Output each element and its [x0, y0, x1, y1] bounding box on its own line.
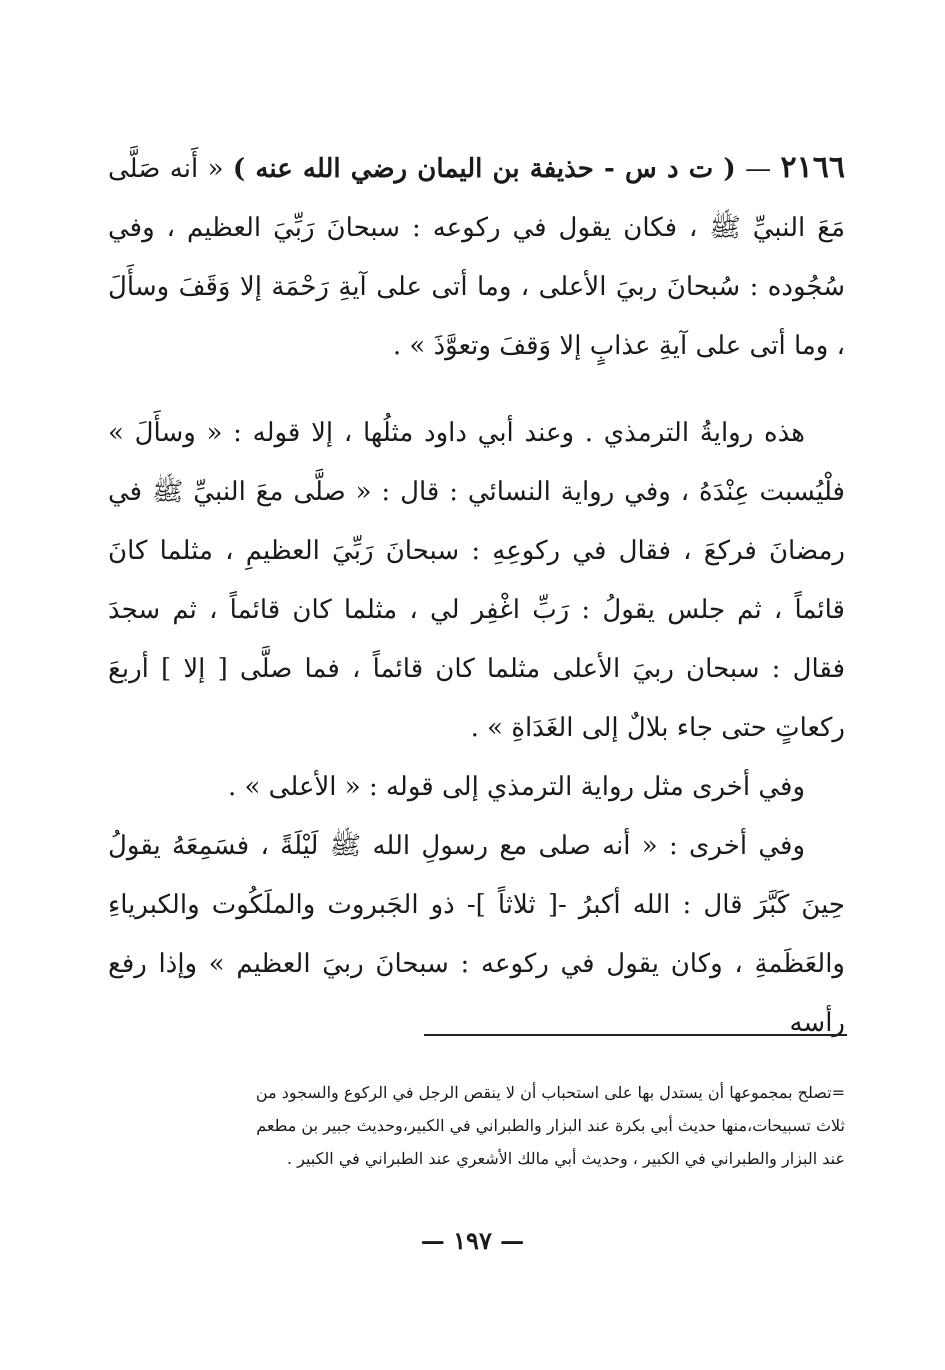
hadith-paragraph	[108, 138, 845, 376]
hadith-number: ٢١٦٦	[780, 150, 845, 185]
footnote	[110, 1076, 845, 1175]
commentary-paragraph: وفي أخرى مثل رواية الترمذي إلى قوله : « الأعلى » .	[227, 772, 805, 802]
hadith-narrator: ( ت د س - حذيفة بن اليمان رضي الله عنه )	[232, 154, 736, 184]
hadith-text: « أَنه صَلَّى مَعَ النبيِّ ﷺ ، فكان يقول في ركوعه : سبحانَ رَبِّيَ العظيم ، وفي سُجُوده : سُبحانَ ربيَ الأعلى ، وما أتى على آيةِ رَحْمَة إلا وَقَفَ وسأَلَ ، وما أتى على آيةِ عذابٍ إلا وَقفَ وتعوَّذَ » .	[108, 154, 845, 361]
footnote-line: ثلاث تسبيحات،منها حديث أبي بكرة عند البزار والطبراني في الكبير،وحديث جبير بن مطعم	[256, 1116, 845, 1135]
main-text	[108, 138, 845, 1053]
commentary-paragraph: هذه روايةُ الترمذي . وعند أبي داود مثلُها ، إلا قوله : « وسأَلَ » فلْيُسبت عِنْدَهُ ، وفي رواية النسائي : قال : « صلَّى معَ النبيِّ ﷺ في رمضانَ فركعَ ، فقال في ركوعِهِ : سبحانَ رَبِّيَ العظيمِ ، مثلما كانَ قائماً ، ثم جلس يقولُ : رَبِّ اغْفِر لي ، مثلما كان قائماً ، ثم سجدَ فقال : سبحان ربيَ الأعلى مثلما كان قائماً ، فما صلَّى [ إلا ] أربعَ ركعاتٍ حتى جاء بلالٌ إلى الغَدَاةِ » .	[108, 418, 845, 743]
commentary-paragraph: وفي أخرى : « أنه صلى مع رسولِ الله ﷺ لَيْلَةً ، فسَمِعَهُ يقولُ حِينَ كَبَّرَ قال : الله أكبرُ -[ ثلاثاً ]- ذو الجَبروت والملَكُوت والكبرياءِ والعَظَمةِ ، وكان يقول في ركوعه : سبحانَ ربيَ العظيم » وإذا رفع رأسه	[108, 831, 845, 1038]
page-number: — ١٩٧ —	[420, 1226, 525, 1255]
footnote-line: =تصلح بمجموعها أن يستدل بها على استحباب أن لا ينقص الرجل في الركوع والسجود من	[255, 1083, 845, 1102]
hadith-dash: —	[735, 154, 781, 184]
footnote-line: عند البزار والطبراني في الكبير ، وحديث أبي مالك الأشعري عند الطبراني في الكبير .	[286, 1149, 845, 1168]
footnote-separator	[424, 1034, 847, 1036]
